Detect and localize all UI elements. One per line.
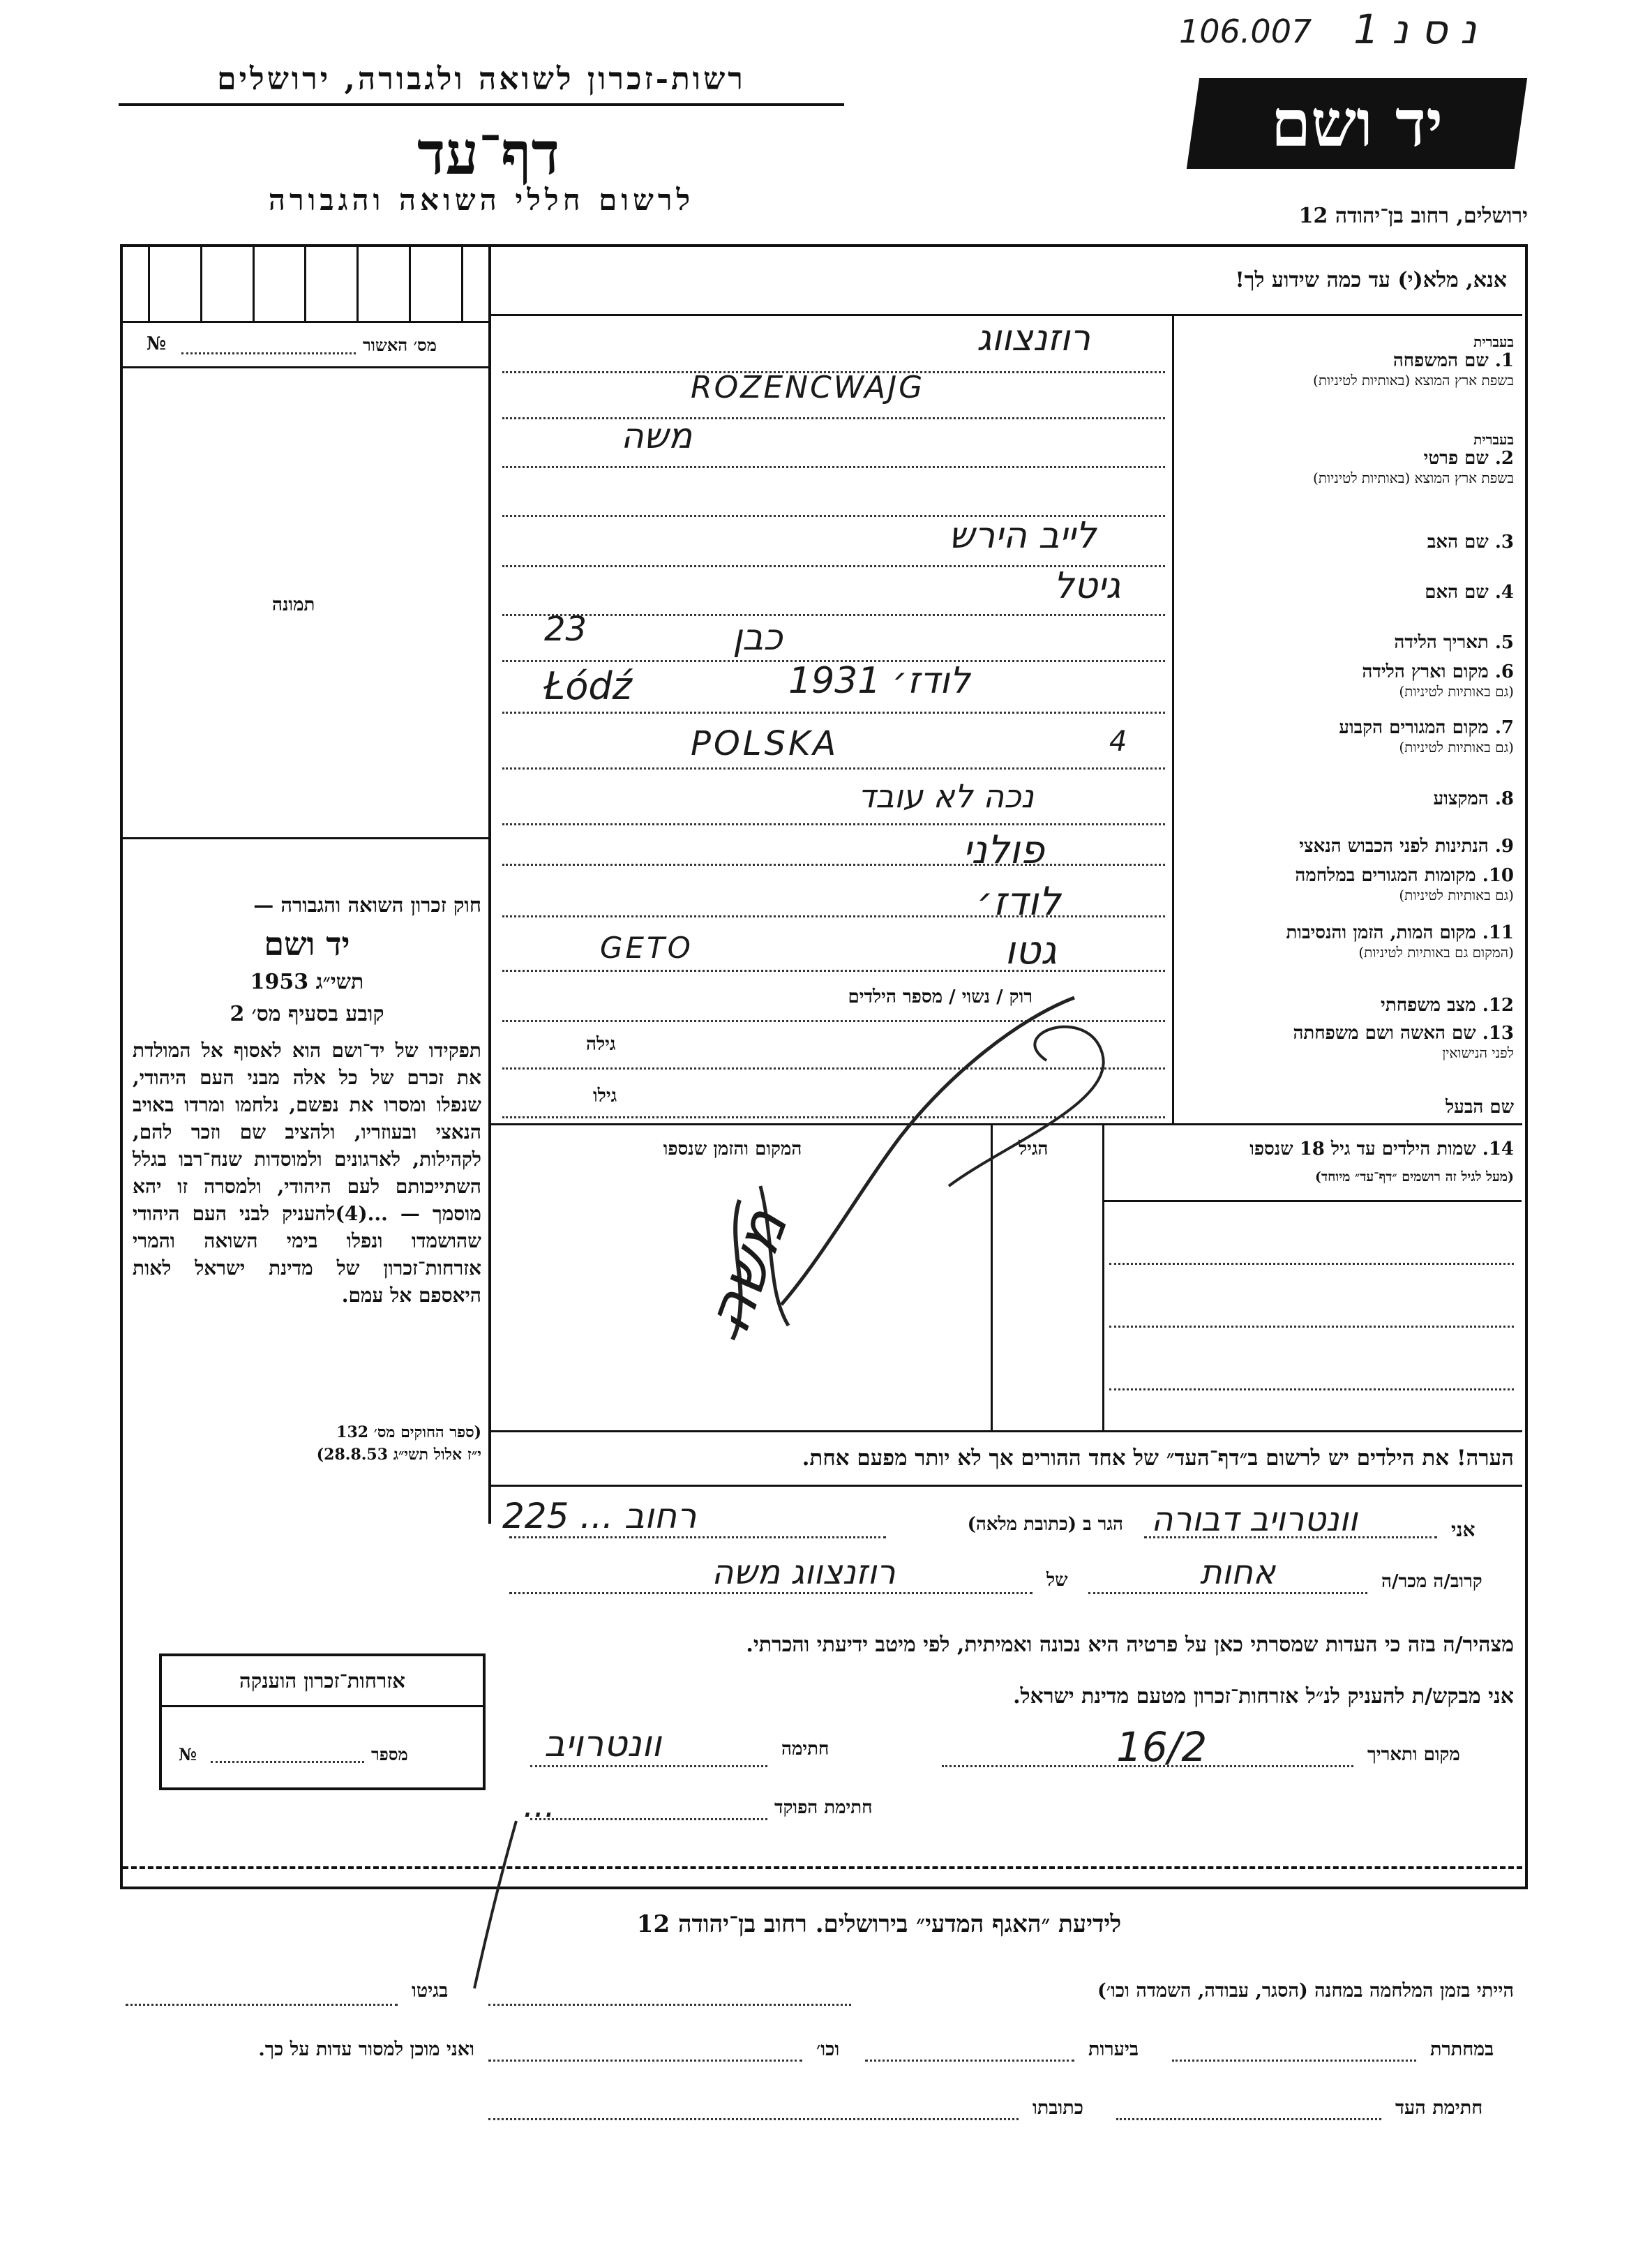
hw-nationality: פולני [963,827,1045,873]
bottom-line1: הייתי בזמן המלחמה במחנה (הסגר, עבודה, השמדה וכו׳) [1097,1980,1514,2002]
hw-first-name: משה [621,416,693,456]
citizenship-box [159,1653,486,1790]
law-text: תפקידו של יד־ושם הוא לאסוף אל המולדת את זכרם של כל אלה מבני העם היהודי, שנפלו ומסרו את נפשם, נלחמו ומרדו באויב הנאצי ובעוזריו, ולהציב שם וזכר להם, לקהילות, לארגונים ולמוסדות שנח־רבו בגלל השתייכותם לעם היהודי, ולמסרה זו יהא מוסמך — ...(4)להעניק לבני העם היהודי שהושמדו ונפלו בימי השואה והמרי אזרחות־זכרון של מדינת ישראל לאות היאספם אל עמם. [133,1039,481,1307]
header-rule [119,103,844,106]
children-col-place: המקום והזמן שנספו [663,1139,802,1160]
citizenship-title: אזרחות־זכרון הוענקה [239,1669,405,1693]
decl-signature-label: חתימה [781,1739,829,1760]
logo-text: יד ושם [1270,86,1443,161]
field-1-label: בעברית 1. שם המשפחה בשפת ארץ המוצא (באותיות לטיניות) [1313,333,1514,389]
law-ref: (ספר החוקים מס׳ 132 [336,1423,481,1441]
hw-relation: אחות [1200,1553,1276,1592]
decl-relation-line [1088,1592,1367,1594]
decl-place-date-label: מקום ותאריך [1367,1744,1460,1765]
tear-line [123,1866,1522,1869]
hw-of-name: רוזנצווג משה [712,1553,896,1592]
form-note: הערה! את הילדים יש לרשום ב״דף־העד״ של אחד ההורים אך לא יותר מפעם אחת. [802,1446,1514,1471]
marital-options: רוק / נשוי / מספר הילדים [848,987,1032,1007]
bottom-witness-sig: חתימת העד [1395,2097,1483,2119]
row-line-13 [502,970,1165,972]
archive-letters: נ ס נ 1 [1353,6,1477,53]
form-subtitle: לרשום חללי השואה והגבורה [268,183,695,217]
hw-father: לייב הירש [949,515,1097,557]
children-header-rule [1104,1200,1522,1202]
form-title: דף־עד [416,119,560,188]
hw-birth-date: 23 [544,610,587,649]
hw-residence-mark: 4 [1109,726,1127,758]
bottom-witness-line [1116,2118,1381,2120]
bottom-underground: במחתרת [1430,2039,1494,2060]
children-row-3 [1109,1388,1514,1390]
field-2-label: בעברית 2. שם פרטי בשפת ארץ המוצא (באותיות לטיניות) [1313,431,1514,487]
yad-vashem-logo [1187,78,1527,169]
husband-age-label: גילו [593,1086,617,1107]
field-11-label: 11. מקום המות, הזמן והנסיבות (המקום גם באותיות לטיניות) [1286,922,1514,961]
hw-profession: נכה לא עובד [858,777,1034,815]
citizenship-rule [162,1705,483,1707]
decl-i-label: אני [1451,1518,1475,1541]
hw-surname-he: רוזנצווג [977,317,1090,359]
decl-signature-line [530,1765,767,1767]
photo-rule [123,837,491,839]
citizenship-no: № [179,1744,197,1764]
decl-of-line [509,1592,1032,1594]
decl-of-label: של [1046,1570,1068,1591]
field-10-label: 10. מקומות המגורים במלחמה (גם באותיות לטיניות) [1295,865,1514,904]
hw-surname-latin: ROZENCWAJG [691,370,925,405]
decl-address-line [509,1536,886,1538]
hw-date: 16/2 [1116,1723,1208,1771]
row-line-2 [502,417,1165,419]
official-signature-stroke [460,1814,544,1995]
label-column-divider [1172,314,1174,1123]
header-address: ירושלים, רחוב בן־יהודה 12 [1298,204,1528,228]
children-row-1 [1109,1263,1514,1265]
bottom-underground-line [1172,2060,1416,2062]
children-col-age: הגיל [1019,1139,1049,1160]
bottom-forests: ביערות [1088,2039,1139,2060]
citizenship-number-label: מספר [371,1744,408,1764]
field-9-label: 9. הנתינות לפני הכבוש הנאצי [1299,836,1514,857]
row-line-9 [502,767,1165,770]
hw-declarant-address: רחוב ... 225 [502,1496,697,1536]
row-line-8 [502,712,1165,714]
hw-signature: וונטרויב [544,1723,662,1765]
hw-death-place-he: גטו [1005,928,1057,973]
law-title: חוק זכרון השואה והגבורה — [253,893,481,917]
field-12-label: 12. מצב משפחתי [1381,995,1514,1016]
children-row-2 [1109,1326,1514,1328]
authority-name: רשות-זכרון לשואה ולגבורה, ירושלים [217,61,746,97]
hw-war-place: לודז׳ [977,879,1061,924]
wife-age-label: גילה [586,1034,616,1055]
bottom-title: לידיעת ״האגף המדעי״ בירושלים. רחוב בן־יהודה 12 [636,1910,1122,1938]
bottom-forests-line [865,2060,1074,2062]
decl-relative-label: קרוב/ה מכר/ה [1381,1571,1482,1592]
field-13-label: 13. שם האשה ושם משפחתה לפני הנישואין [1293,1023,1514,1062]
decl-resident-label: הגר ב (כתובת מלאה) [967,1514,1123,1535]
left-top-rule [123,321,491,323]
bottom-willing: ואני מוכן למסור עדות על כך. [258,2039,474,2060]
decl-official-label: חתימת הפוקד [774,1797,873,1818]
husband-label: שם הבעל [1445,1097,1514,1118]
bottom-ghetto-line [126,2004,398,2006]
hw-birth-place-he: לודז׳ 1931 [788,660,970,702]
note-bottom-rule [488,1485,1522,1487]
bottom-etc: וכו׳ [816,2039,840,2060]
hw-mother: גיטל [1053,565,1121,607]
row-line-10 [502,823,1165,825]
law-ref-date: י״ז אלול תשי״ג 28.8.53) [316,1446,481,1464]
bottom-ghetto: בגיטו [412,1980,449,2002]
hw-declarant-name: וונטרויב דבורה [1151,1500,1358,1539]
decl-statement: מצהיר/ה בזה כי העדות שמסרתי כאן על פרטיה היא נכונה ואמיתית, לפי מיטב ידיעתי והכרתי. [746,1633,1514,1657]
children-label: 14. שמות הילדים עד גיל 18 שנספו [1249,1139,1514,1160]
photo-label: תמונה [272,594,315,615]
field-7-label: 7. מקום המגורים הקבוע (גם באותיות לטיניות) [1339,717,1514,756]
bottom-address-line [488,2118,1019,2120]
hw-death-place-latin: GETO [600,931,693,965]
law-year: תשי״ג 1953 [250,970,364,994]
field-4-label: 4. שם האם [1425,582,1514,603]
hw-birth-place-latin: Łódź [544,664,633,708]
row-line-6 [502,614,1165,616]
archive-number: 106.007 [1179,13,1312,50]
approval-label: מס׳ האשור [363,335,437,355]
law-clause: קובע בסעיף מס׳ 2 [230,1002,384,1026]
approval-rule [123,366,491,368]
left-column-divider [488,247,491,1524]
approval-dots [181,352,356,354]
decl-official-line [530,1818,767,1820]
field-6-label: 6. מקום וארץ הלידה (גם באותיות לטיניות) [1362,661,1514,700]
citizenship-number-line [211,1761,364,1763]
hw-official-signature: ... [523,1786,555,1825]
row-line-11 [502,864,1165,866]
form-instruction: אנא, מלא(י) עד כמה שידוע לך! [1235,268,1507,292]
hw-birth-date-note: כבן [733,617,783,659]
decl-request: אני מבקש/ת להעניק לנ״ל אזרחות־זכרון מטעם מדינת ישראל. [1013,1684,1514,1709]
bottom-etc-line [488,2060,802,2062]
bottom-address: כתובתו [1032,2097,1083,2119]
children-note: (מעל לגיל זה רושמים ״דף־עד״ מיוחד) [1314,1169,1514,1185]
field-3-label: 3. שם האב [1427,532,1514,553]
row-line-3 [502,466,1165,468]
hw-scribble-name: משה [691,1199,802,1342]
id-tick-boxes [123,247,488,321]
row-line-12 [502,915,1165,917]
field-8-label: 8. המקצוע [1433,788,1514,809]
law-name: יד ושם [264,925,350,963]
bottom-camp-line [488,2004,851,2006]
approval-no: № [147,333,167,354]
instruction-rule [488,314,1522,316]
note-top-rule [488,1430,1522,1432]
field-5-label: 5. תאריך הלידה [1394,632,1514,653]
hw-residence-latin: POLSKA [691,724,839,763]
